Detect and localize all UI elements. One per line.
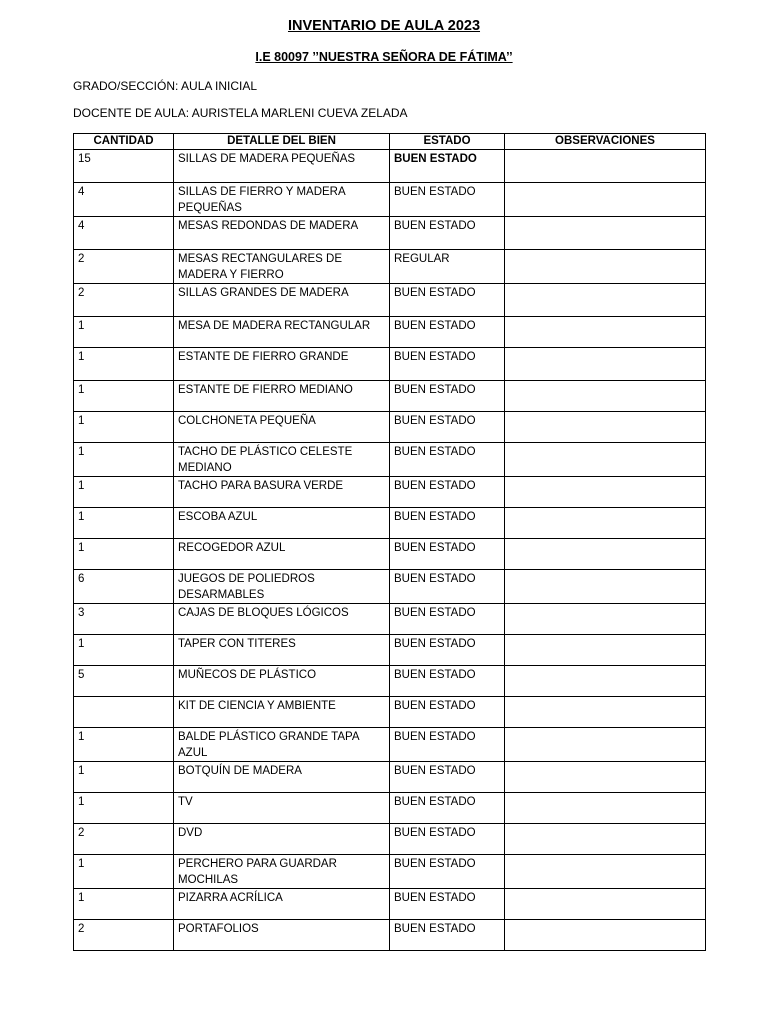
detalle-cell: SILLAS DE FIERRO Y MADERA PEQUEÑAS — [174, 183, 390, 217]
detalle-cell: KIT DE CIENCIA Y AMBIENTE — [174, 697, 390, 728]
detalle-cell: COLCHONETA PEQUEÑA — [174, 412, 390, 443]
table-row — [74, 250, 706, 284]
detalle-cell: TAPER CON TITERES — [174, 635, 390, 666]
detalle-cell: RECOGEDOR AZUL — [174, 539, 390, 570]
table-row — [74, 604, 706, 635]
observaciones-cell — [505, 793, 706, 824]
estado-cell: BUEN ESTADO — [390, 920, 505, 951]
grado-seccion: GRADO/SECCIÓN: AULA INICIAL — [73, 79, 258, 93]
cantidad-cell: 1 — [74, 762, 174, 793]
inventory-table — [73, 133, 706, 951]
header-estado: ESTADO — [390, 134, 505, 150]
cantidad-cell: 1 — [74, 317, 174, 348]
table-row — [74, 443, 706, 477]
detalle-cell: DVD — [174, 824, 390, 855]
table-header-row — [74, 134, 706, 150]
detalle-cell: PORTAFOLIOS — [174, 920, 390, 951]
observaciones-cell — [505, 728, 706, 762]
estado-cell: BUEN ESTADO — [390, 604, 505, 635]
cantidad-cell: 3 — [74, 604, 174, 635]
estado-cell: BUEN ESTADO — [390, 412, 505, 443]
observaciones-cell — [505, 412, 706, 443]
cantidad-cell: 1 — [74, 443, 174, 477]
observaciones-cell — [505, 443, 706, 477]
table-row — [74, 412, 706, 443]
detalle-cell: PIZARRA ACRÍLICA — [174, 889, 390, 920]
estado-cell: BUEN ESTADO — [390, 855, 505, 889]
observaciones-cell — [505, 697, 706, 728]
estado-cell: BUEN ESTADO — [390, 762, 505, 793]
table-row — [74, 477, 706, 508]
cantidad-cell: 1 — [74, 381, 174, 412]
detalle-cell: ESCOBA AZUL — [174, 508, 390, 539]
school-name: I.E 80097 ’’NUESTRA SEÑORA DE FÁTIMA’’ — [255, 50, 513, 64]
observaciones-cell — [505, 348, 706, 381]
observaciones-cell — [505, 217, 706, 250]
observaciones-cell — [505, 477, 706, 508]
estado-cell: BUEN ESTADO — [390, 539, 505, 570]
cantidad-cell: 6 — [74, 570, 174, 604]
table-row — [74, 284, 706, 317]
table-row — [74, 570, 706, 604]
table-row — [74, 793, 706, 824]
detalle-cell: JUEGOS DE POLIEDROS DESARMABLES — [174, 570, 390, 604]
cantidad-cell: 2 — [74, 920, 174, 951]
observaciones-cell — [505, 666, 706, 697]
detalle-cell: MESA DE MADERA RECTANGULAR — [174, 317, 390, 348]
header-cantidad: CANTIDAD — [74, 134, 174, 150]
table-row — [74, 348, 706, 381]
table-row — [74, 728, 706, 762]
detalle-cell: CAJAS DE BLOQUES LÓGICOS — [174, 604, 390, 635]
observaciones-cell — [505, 920, 706, 951]
observaciones-cell — [505, 150, 706, 183]
observaciones-cell — [505, 604, 706, 635]
cantidad-cell: 2 — [74, 250, 174, 284]
detalle-cell: MESAS RECTANGULARES DE MADERA Y FIERRO — [174, 250, 390, 284]
cantidad-cell: 4 — [74, 183, 174, 217]
estado-cell: REGULAR — [390, 250, 505, 284]
detalle-cell: MUÑECOS DE PLÁSTICO — [174, 666, 390, 697]
observaciones-cell — [505, 317, 706, 348]
table-row — [74, 762, 706, 793]
observaciones-cell — [505, 539, 706, 570]
estado-cell: BUEN ESTADO — [390, 348, 505, 381]
header-observaciones: OBSERVACIONES — [505, 134, 706, 150]
document-title: INVENTARIO DE AULA 2023 — [287, 18, 481, 34]
cantidad-cell: 2 — [74, 824, 174, 855]
detalle-cell: TACHO PARA BASURA VERDE — [174, 477, 390, 508]
observaciones-cell — [505, 250, 706, 284]
cantidad-cell: 1 — [74, 855, 174, 889]
cantidad-cell: 1 — [74, 539, 174, 570]
estado-cell: BUEN ESTADO — [390, 284, 505, 317]
observaciones-cell — [505, 183, 706, 217]
detalle-cell: TACHO DE PLÁSTICO CELESTE MEDIANO — [174, 443, 390, 477]
table-row — [74, 635, 706, 666]
cantidad-cell: 1 — [74, 508, 174, 539]
table-row — [74, 381, 706, 412]
table-row — [74, 697, 706, 728]
detalle-cell: PERCHERO PARA GUARDAR MOCHILAS — [174, 855, 390, 889]
estado-cell: BUEN ESTADO — [390, 477, 505, 508]
cantidad-cell: 1 — [74, 889, 174, 920]
table-row — [74, 317, 706, 348]
estado-cell: BUEN ESTADO — [390, 635, 505, 666]
detalle-cell: ESTANTE DE FIERRO MEDIANO — [174, 381, 390, 412]
table-row — [74, 920, 706, 951]
docente-aula: DOCENTE DE AULA: AURISTELA MARLENI CUEVA ZELADA — [73, 106, 408, 120]
observaciones-cell — [505, 889, 706, 920]
cantidad-cell — [74, 697, 174, 728]
detalle-cell: BALDE PLÁSTICO GRANDE TAPA AZUL — [174, 728, 390, 762]
detalle-cell: SILLAS DE MADERA PEQUEÑAS — [174, 150, 390, 183]
observaciones-cell — [505, 284, 706, 317]
detalle-cell: BOTQUÍN DE MADERA — [174, 762, 390, 793]
table-row — [74, 539, 706, 570]
observaciones-cell — [505, 762, 706, 793]
estado-cell: BUEN ESTADO — [390, 697, 505, 728]
cantidad-cell: 1 — [74, 412, 174, 443]
estado-cell: BUEN ESTADO — [390, 666, 505, 697]
observaciones-cell — [505, 570, 706, 604]
observaciones-cell — [505, 635, 706, 666]
detalle-cell: SILLAS GRANDES DE MADERA — [174, 284, 390, 317]
estado-cell: BUEN ESTADO — [390, 728, 505, 762]
estado-cell: BUEN ESTADO — [390, 824, 505, 855]
cantidad-cell: 1 — [74, 793, 174, 824]
table-row — [74, 666, 706, 697]
cantidad-cell: 15 — [74, 150, 174, 183]
estado-cell: BUEN ESTADO — [390, 217, 505, 250]
table-row — [74, 183, 706, 217]
observaciones-cell — [505, 508, 706, 539]
table-row — [74, 889, 706, 920]
inventory-body — [74, 150, 706, 951]
estado-cell: BUEN ESTADO — [390, 183, 505, 217]
estado-cell: BUEN ESTADO — [390, 443, 505, 477]
observaciones-cell — [505, 824, 706, 855]
estado-cell: BUEN ESTADO — [390, 793, 505, 824]
estado-cell: BUEN ESTADO — [390, 570, 505, 604]
cantidad-cell: 1 — [74, 728, 174, 762]
cantidad-cell: 1 — [74, 635, 174, 666]
header-detalle: DETALLE DEL BIEN — [174, 134, 390, 150]
estado-cell: BUEN ESTADO — [390, 381, 505, 412]
cantidad-cell: 1 — [74, 477, 174, 508]
table-row — [74, 508, 706, 539]
cantidad-cell: 5 — [74, 666, 174, 697]
table-row — [74, 855, 706, 889]
estado-cell: BUEN ESTADO — [390, 508, 505, 539]
observaciones-cell — [505, 381, 706, 412]
estado-cell: BUEN ESTADO — [390, 150, 505, 183]
detalle-cell: ESTANTE DE FIERRO GRANDE — [174, 348, 390, 381]
estado-cell: BUEN ESTADO — [390, 317, 505, 348]
table-row — [74, 824, 706, 855]
cantidad-cell: 2 — [74, 284, 174, 317]
estado-cell: BUEN ESTADO — [390, 889, 505, 920]
detalle-cell: MESAS REDONDAS DE MADERA — [174, 217, 390, 250]
observaciones-cell — [505, 855, 706, 889]
cantidad-cell: 4 — [74, 217, 174, 250]
table-row — [74, 150, 706, 183]
detalle-cell: TV — [174, 793, 390, 824]
table-row — [74, 217, 706, 250]
cantidad-cell: 1 — [74, 348, 174, 381]
